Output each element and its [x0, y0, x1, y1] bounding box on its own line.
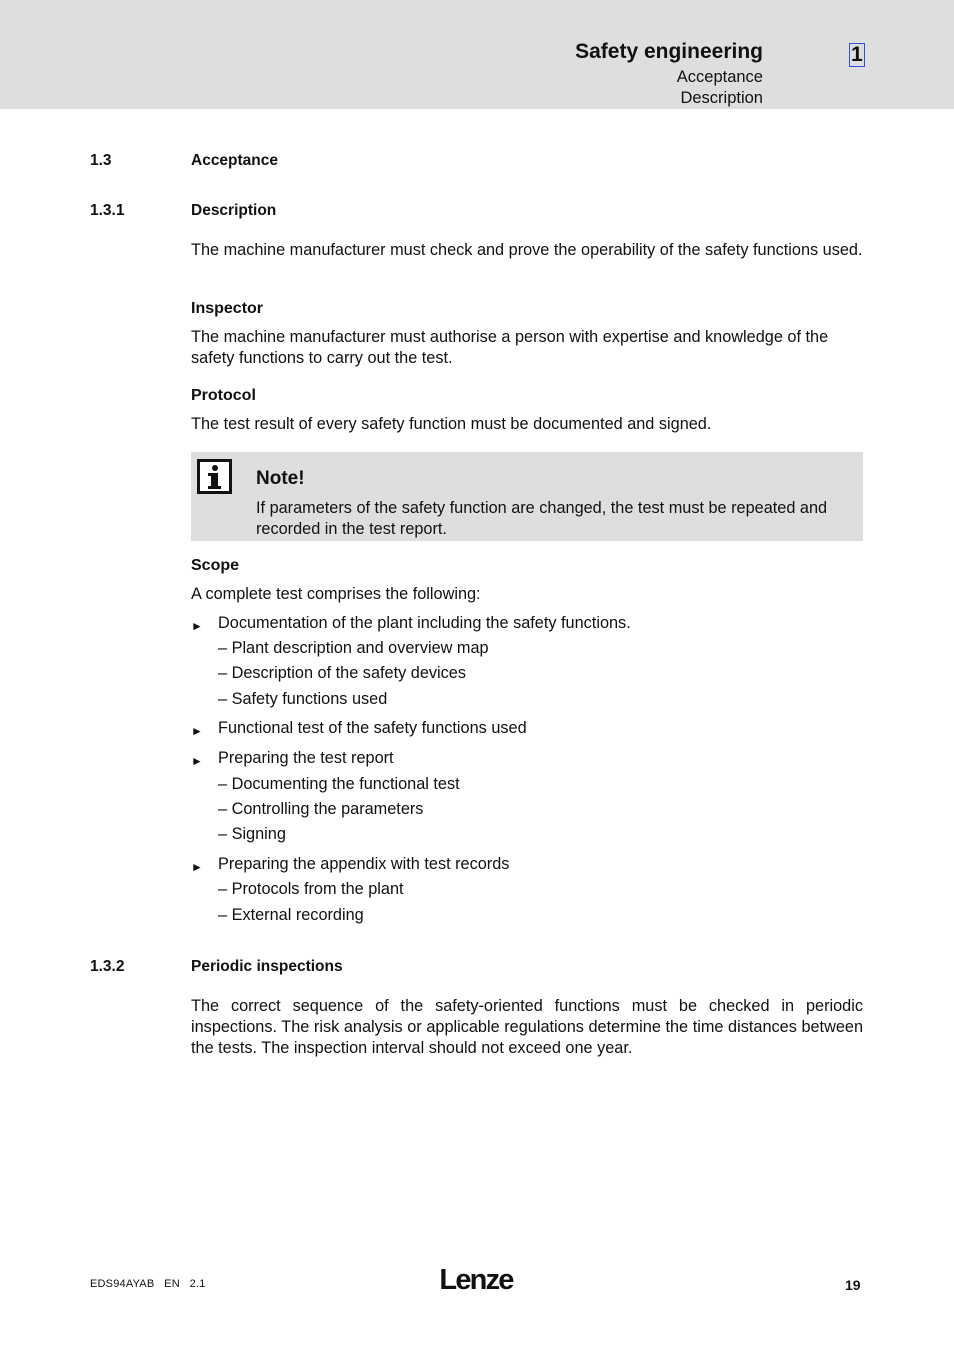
scope-intro: A complete test comprises the following: — [191, 585, 481, 603]
section-breadcrumb: Acceptance — [676, 68, 763, 86]
inspector-heading: Inspector — [191, 300, 264, 317]
inspector-text: The machine manufacturer must authorise a person with expertise and knowledge of the safety functions to carry out the test. — [191, 328, 829, 367]
scope-heading: Scope — [191, 557, 240, 574]
list-subitem: – Description of the safety devices — [218, 664, 466, 682]
subsection-number: 1.3.1 — [90, 202, 125, 219]
protocol-text: The test result of every safety function must be documented and signed. — [191, 415, 712, 433]
list-item: Preparing the test report — [218, 749, 394, 767]
note-title: Note! — [256, 468, 305, 489]
lenze-logo — [436, 1264, 516, 1294]
header-band — [0, 0, 954, 109]
bullet-arrow-icon: ► — [191, 619, 203, 633]
description-intro: The machine manufacturer must check and prove the operability of the safety functions used. — [191, 241, 863, 259]
doc-code: EDS94AYAB — [90, 1278, 155, 1290]
page-number: 19 — [845, 1277, 861, 1293]
chapter-title: Safety engineering — [575, 40, 763, 63]
list-subitem: – Controlling the parameters — [218, 800, 424, 818]
subsection-number: 1.3.2 — [90, 958, 125, 975]
note-text: If parameters of the safety function are changed, the test must be repeated and recorded in the test report. — [256, 499, 828, 538]
list-subitem: – Plant description and overview map — [218, 639, 489, 657]
chapter-number-link[interactable]: 1 — [851, 43, 863, 66]
bullet-arrow-icon: ► — [191, 724, 203, 738]
bullet-arrow-icon: ► — [191, 754, 203, 768]
periodic-inspections-text: The correct sequence of the safety-oriented functions must be checked in periodic inspections. The risk analysis or applicable regulations determine the time distances between the tests. The inspection interval should not exceed one year. — [191, 997, 863, 1057]
subsection-title: Description — [191, 202, 277, 219]
svg-text:Lenze: Lenze — [439, 1264, 513, 1294]
subsection-title: Periodic inspections — [191, 958, 343, 975]
doc-version: 2.1 — [189, 1278, 206, 1290]
list-item: Functional test of the safety functions used — [218, 719, 527, 737]
list-item: Preparing the appendix with test records — [218, 855, 510, 873]
note-box — [191, 452, 863, 541]
info-icon — [197, 459, 232, 494]
list-subitem: – Protocols from the plant — [218, 880, 404, 898]
bullet-arrow-icon: ► — [191, 860, 203, 874]
section-title: Acceptance — [191, 152, 279, 169]
list-subitem: – Documenting the functional test — [218, 775, 460, 793]
subsection-breadcrumb: Description — [680, 89, 763, 107]
section-number: 1.3 — [90, 152, 112, 169]
protocol-heading: Protocol — [191, 387, 256, 404]
list-subitem: – Signing — [218, 825, 286, 843]
list-subitem: – Safety functions used — [218, 690, 388, 708]
list-item: Documentation of the plant including the safety functions. — [218, 614, 631, 632]
doc-language: EN — [164, 1278, 180, 1290]
document-id — [90, 1278, 206, 1290]
list-subitem: – External recording — [218, 906, 364, 924]
